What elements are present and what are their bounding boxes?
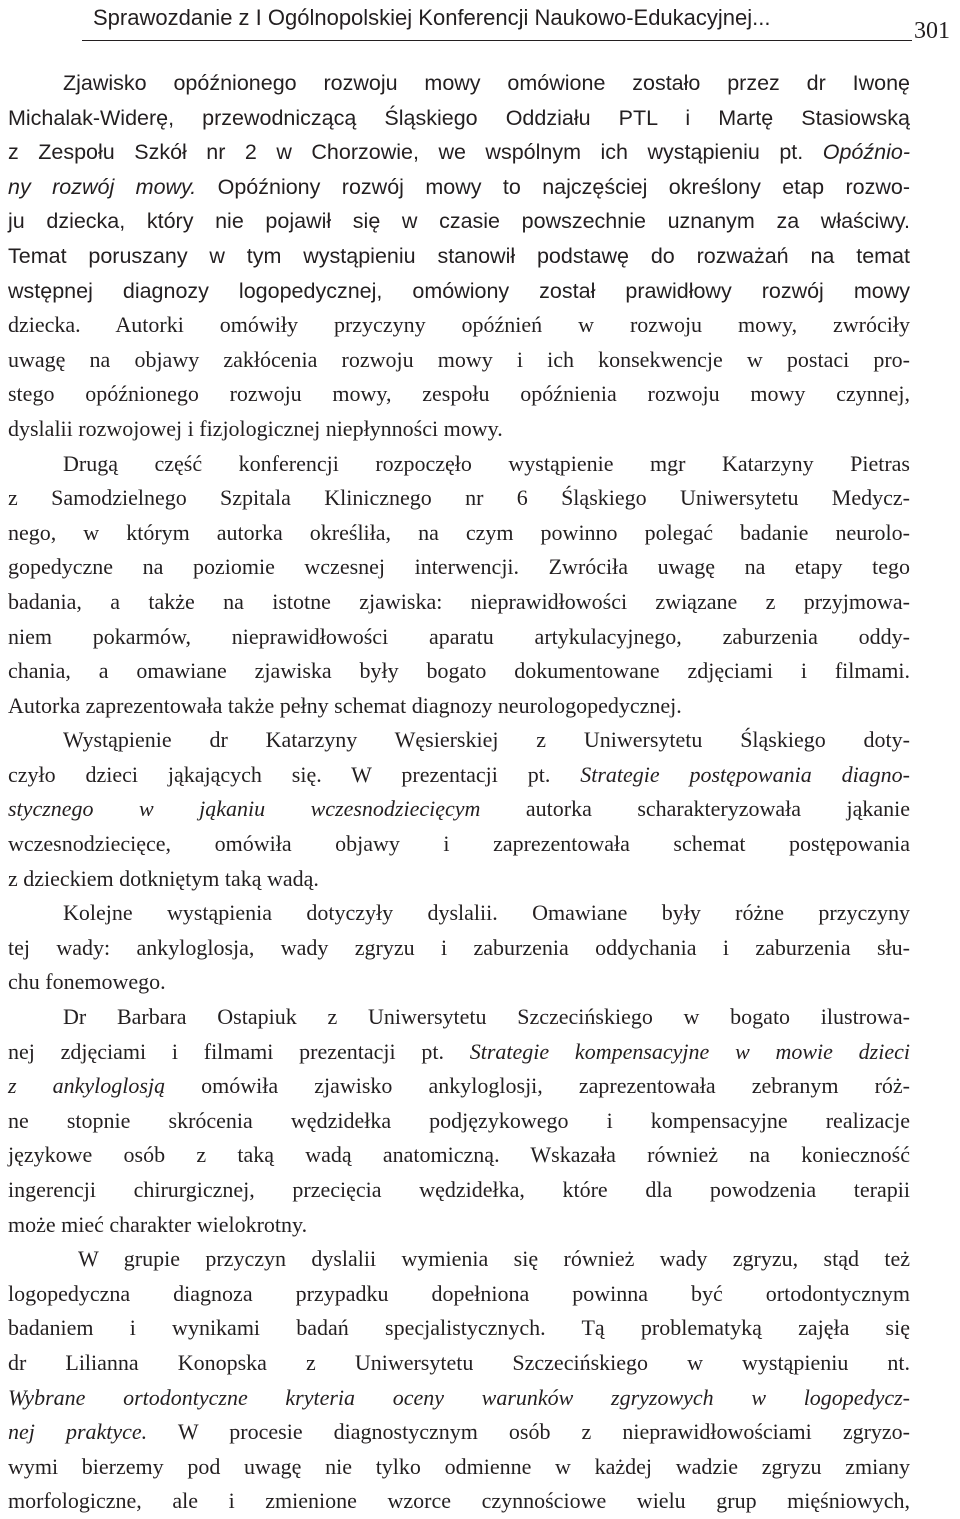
text-line: czyło dzieci jąkających się. W prezentacji pt. Strategie postępowania diagno-	[8, 761, 911, 787]
text-line: Michalak-Widerę, przewodniczącą Śląskiego Oddziału PTL i Martę Stasiowską	[8, 105, 910, 130]
text-line: stycznego w jąkaniu wczesnodziecięcym autorka scharakteryzowała jąkanie	[8, 796, 910, 822]
text-line: z Zespołu Szkół nr 2 w Chorzowie, we wspólnym ich wystąpieniu pt. Opóźnio-	[8, 140, 910, 165]
text-line: logopedyczna diagnoza przypadku dopełniona powinna być ortodontycznym	[8, 1280, 910, 1306]
text-line: morfologiczne, ale i zmienione wzorce czynnościowe wielu grup mięśniowych,	[8, 1488, 910, 1514]
text-line: może mieć charakter wielokrotny.	[8, 1211, 308, 1237]
text-line: nego, w którym autorka określiła, na czym powinno polegać badanie neurolo-	[8, 519, 910, 545]
text-line: Kolejne wystąpienia dotyczyły dyslalii. Omawiane były różne przyczyny	[63, 900, 910, 926]
title-italic: nej praktyce.	[8, 1419, 148, 1445]
running-head: Sprawozdanie z I Ogólnopolskiej Konferencji Naukowo-Edukacyjnej...	[93, 5, 771, 30]
text-line: wstępnej diagnozy logopedycznej, omówiony został prawidłowy rozwój mowy	[8, 278, 910, 303]
text-line: ju dziecka, który nie pojawił się w czasie powszechnie uznanym za właściwy.	[8, 209, 910, 234]
text-line: stego opóźnionego rozwoju mowy, zespołu opóźnienia rozwoju mowy czynnej,	[8, 381, 910, 407]
text-line: Zjawisko opóźnionego rozwoju mowy omówione zostało przez dr Iwonę	[63, 71, 910, 95]
text-line: uwagę na objawy zakłócenia rozwoju mowy i ich konsekwencje w postaci pro-	[8, 346, 910, 372]
text-line: z dzieckiem dotkniętym taką wadą.	[8, 865, 319, 891]
title-italic: Strategie kompensacyjne w mowie dzieci	[469, 1038, 910, 1064]
title-italic: ny rozwój mowy.	[8, 174, 197, 199]
text-line: Drugą część konferencji rozpoczęło wystąpienie mgr Katarzyny Pietras	[63, 450, 910, 476]
text-line: W grupie przyczyn dyslalii wymienia się również wady zgryzu, stąd też	[78, 1246, 910, 1272]
text-line: tej wady: ankyloglosja, wady zgryzu i zaburzenia oddychania i zaburzenia słu-	[8, 934, 910, 960]
text-line: wymi bierzemy pod uwagę nie tylko odmienne w każdej wadzie zgryzu zmiany	[8, 1453, 910, 1479]
text-line: dziecka. Autorki omówiły przyczyny opóźnień w rozwoju mowy, zwróciły	[8, 312, 910, 338]
text-line: chania, a omawiane zjawiska były bogato dokumentowane zdjęciami i filmami.	[8, 658, 910, 684]
text-line	[8, 1381, 910, 1416]
title-italic: stycznego w jąkaniu wczesnodziecięcym	[8, 796, 481, 822]
text-line: chu fonemowego.	[8, 969, 166, 995]
text-line: z ankyloglosją omówiła zjawisko ankyloglosji, zaprezentowała zebranym róż-	[8, 1073, 910, 1099]
text-line: nej praktyce. W procesie diagnostycznym osób z nieprawidłowościami zgryzo-	[8, 1419, 911, 1445]
text-line: badania, a także na istotne zjawiska: nieprawidłowości związane z przyjmowa-	[8, 588, 910, 614]
text-line: gopedyczne na poziomie wczesnej interwencji. Zwróciła uwagę na etapy tego	[8, 554, 910, 580]
text-line: ne stopnie skrócenia wędzidełka podjęzykowego i kompensacyjne realizacje	[8, 1107, 910, 1133]
title-italic: Strategie postępowania diagno-	[580, 761, 911, 787]
text-line: wczesnodziecięce, omówiła objawy i zaprezentowała schemat postępowania	[8, 831, 910, 857]
title-italic: z ankyloglosją	[8, 1073, 166, 1099]
text-line: nej zdjęciami i filmami prezentacji pt. Strategie kompensacyjne w mowie dzieci	[8, 1038, 910, 1064]
text-line: Temat poruszany w tym wystąpieniu stanowił podstawę do rozważań na temat	[8, 243, 910, 268]
page-header	[0, 0, 960, 48]
text-line: Wystąpienie dr Katarzyny Węsierskiej z Uniwersytetu Śląskiego doty-	[63, 727, 910, 753]
article-body	[8, 66, 910, 1519]
text-line: niem pokarmów, nieprawidłowości aparatu artykulacyjnego, zaburzenia oddy-	[8, 623, 910, 649]
text-line: językowe osób z taką wadą anatomiczną. Wskazała również na konieczność	[8, 1142, 910, 1168]
text-line: ny rozwój mowy. Opóźniony rozwój mowy to najczęściej określony etap rozwo-	[8, 174, 910, 199]
title-italic: Wybrane ortodontyczne kryteria oceny warunków zgryzowych w logopedycz-	[8, 1384, 910, 1410]
text-line: ingerencji chirurgicznej, przecięcia wędzidełka, które dla powodzenia terapii	[8, 1177, 910, 1202]
header-rule	[82, 40, 912, 41]
title-italic: Opóźnio-	[822, 140, 910, 165]
text-line: dr Lilianna Konopska z Uniwersytetu Szczecińskiego w wystąpieniu nt.	[8, 1349, 910, 1375]
text-line: Dr Barbara Ostapiuk z Uniwersytetu Szczecińskiego w bogato ilustrowa-	[63, 1004, 910, 1030]
text-line: Autorka zaprezentowała także pełny schemat diagnozy neurologopedycznej.	[8, 692, 682, 718]
page-number: 301	[914, 18, 950, 44]
text-line: dyslalii rozwojowej i fizjologicznej niepłynności mowy.	[8, 415, 503, 441]
text-line: badaniem i wynikami badań specjalistycznych. Tą problematyką zajęła się	[8, 1315, 910, 1341]
text-line: z Samodzielnego Szpitala Klinicznego nr 6 Śląskiego Uniwersytetu Medycz-	[8, 485, 910, 511]
